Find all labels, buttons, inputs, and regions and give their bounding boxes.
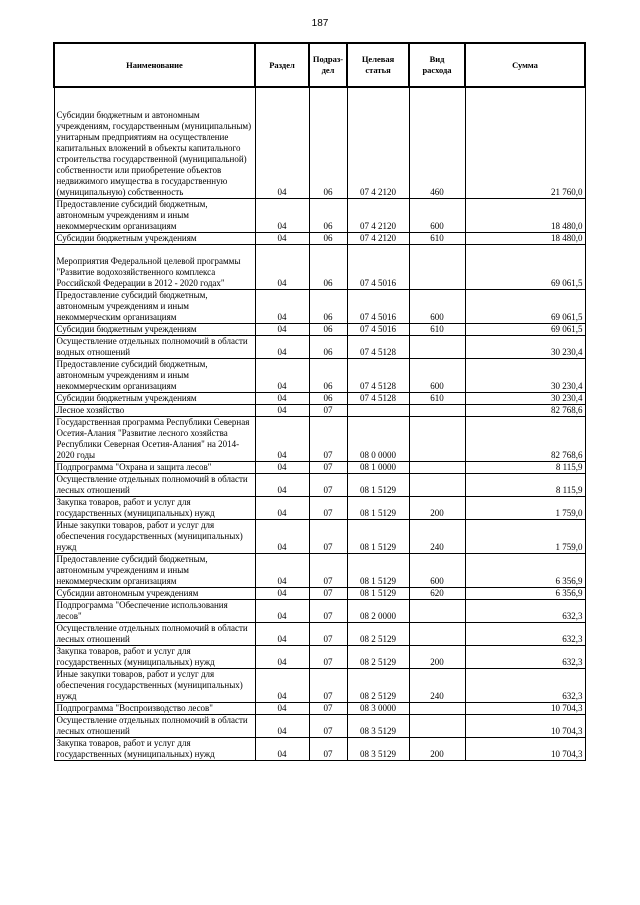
row-subsection: 06: [309, 393, 347, 405]
header-target: Целевая статья: [347, 43, 409, 87]
row-section: 04: [255, 554, 309, 588]
row-kind: 600: [409, 290, 465, 324]
row-target: 08 2 5129: [347, 646, 409, 669]
row-section: 04: [255, 324, 309, 336]
row-sum: 6 356,9: [465, 554, 585, 588]
row-section: 04: [255, 474, 309, 497]
row-section: 04: [255, 646, 309, 669]
row-kind: [409, 474, 465, 497]
row-sum: 69 061,5: [465, 245, 585, 290]
row-subsection: 07: [309, 715, 347, 738]
row-name: Субсидии бюджетным учреждениям: [54, 233, 255, 245]
row-sum: 82 768,6: [465, 405, 585, 417]
row-subsection: 07: [309, 588, 347, 600]
row-name: Предоставление субсидий бюджетным, автономным учреждениям и иным некоммерческим организациям: [54, 290, 255, 324]
row-target: 08 3 5129: [347, 738, 409, 761]
row-kind: [409, 703, 465, 715]
row-subsection: 06: [309, 233, 347, 245]
row-subsection: 06: [309, 290, 347, 324]
row-name: Осуществление отдельных полномочий в области лесных отношений: [54, 715, 255, 738]
row-section: 04: [255, 405, 309, 417]
table-row: [54, 703, 585, 715]
row-sum: 632,3: [465, 669, 585, 703]
page-number: 187: [311, 18, 329, 29]
row-subsection: 06: [309, 87, 347, 199]
table-row: [54, 646, 585, 669]
header-name: Наименование: [54, 43, 255, 87]
table-row: [54, 588, 585, 600]
row-kind: 600: [409, 199, 465, 233]
row-section: 04: [255, 738, 309, 761]
row-name: Субсидии бюджетным учреждениям: [54, 324, 255, 336]
row-sum: 18 480,0: [465, 199, 585, 233]
row-name: Иные закупки товаров, работ и услуг для обеспечения государственных (муниципальных) нужд: [54, 669, 255, 703]
row-target: 07 4 2120: [347, 87, 409, 199]
row-subsection: 07: [309, 417, 347, 462]
row-section: 04: [255, 715, 309, 738]
row-target: 08 1 0000: [347, 462, 409, 474]
row-name: Предоставление субсидий бюджетным, автономным учреждениям и иным некоммерческим организациям: [54, 199, 255, 233]
row-name: Мероприятия Федеральной целевой программы "Развитие водохозяйственного комплекса Российской Федерации в 2012 - 2020 годах": [54, 245, 255, 290]
row-section: 04: [255, 417, 309, 462]
row-kind: 600: [409, 359, 465, 393]
row-kind: 200: [409, 646, 465, 669]
row-sum: 30 230,4: [465, 393, 585, 405]
row-name: Осуществление отдельных полномочий в области водных отношений: [54, 336, 255, 359]
row-kind: [409, 715, 465, 738]
row-name: Предоставление субсидий бюджетным, автономным учреждениям и иным некоммерческим организациям: [54, 554, 255, 588]
row-sum: 30 230,4: [465, 336, 585, 359]
row-target: 07 4 5128: [347, 359, 409, 393]
row-target: 07 4 2120: [347, 199, 409, 233]
row-target: 07 4 5128: [347, 336, 409, 359]
row-name: Осуществление отдельных полномочий в области лесных отношений: [54, 623, 255, 646]
row-sum: 632,3: [465, 600, 585, 623]
table-row: [54, 233, 585, 245]
row-sum: 1 759,0: [465, 520, 585, 554]
table-row: [54, 359, 585, 393]
table-row: [54, 474, 585, 497]
row-sum: 18 480,0: [465, 233, 585, 245]
row-section: 04: [255, 588, 309, 600]
row-section: 04: [255, 87, 309, 199]
row-kind: [409, 600, 465, 623]
row-kind: 200: [409, 738, 465, 761]
table-row: [54, 497, 585, 520]
row-target: 07 4 5016: [347, 324, 409, 336]
header-kind: Вид расхода: [409, 43, 465, 87]
row-name: Предоставление субсидий бюджетным, автономным учреждениям и иным некоммерческим организациям: [54, 359, 255, 393]
row-subsection: 07: [309, 474, 347, 497]
row-target: 08 0 0000: [347, 417, 409, 462]
row-sum: 21 760,0: [465, 87, 585, 199]
table-row: [54, 669, 585, 703]
header-subsection: Подраз- дел: [309, 43, 347, 87]
row-kind: [409, 462, 465, 474]
row-sum: 69 061,5: [465, 290, 585, 324]
row-subsection: 07: [309, 646, 347, 669]
row-target: 08 3 0000: [347, 703, 409, 715]
row-target: 08 1 5129: [347, 520, 409, 554]
row-subsection: 06: [309, 336, 347, 359]
row-section: 04: [255, 393, 309, 405]
row-kind: [409, 245, 465, 290]
row-kind: [409, 405, 465, 417]
row-subsection: 07: [309, 462, 347, 474]
row-sum: 8 115,9: [465, 462, 585, 474]
row-target: 08 1 5129: [347, 474, 409, 497]
row-subsection: 07: [309, 405, 347, 417]
header-section: Раздел: [255, 43, 309, 87]
row-subsection: 06: [309, 199, 347, 233]
row-subsection: 07: [309, 623, 347, 646]
row-kind: 240: [409, 520, 465, 554]
row-kind: 610: [409, 324, 465, 336]
row-section: 04: [255, 245, 309, 290]
table-row: [54, 199, 585, 233]
row-target: 08 2 0000: [347, 600, 409, 623]
row-name: Подпрограмма "Охрана и защита лесов": [54, 462, 255, 474]
row-target: 08 1 5129: [347, 497, 409, 520]
row-subsection: 07: [309, 520, 347, 554]
row-target: 07 4 5016: [347, 245, 409, 290]
row-subsection: 06: [309, 324, 347, 336]
row-name: Осуществление отдельных полномочий в области лесных отношений: [54, 474, 255, 497]
row-section: 04: [255, 336, 309, 359]
table-row: [54, 87, 585, 199]
row-subsection: 07: [309, 600, 347, 623]
row-subsection: 07: [309, 703, 347, 715]
row-kind: [409, 336, 465, 359]
row-subsection: 06: [309, 245, 347, 290]
row-section: 04: [255, 703, 309, 715]
table-row: [54, 520, 585, 554]
row-name: Государственная программа Республики Северная Осетия-Алания "Развитие лесного хозяйства Республики Северная Осетия-Алания" на 2014-2020 годы: [54, 417, 255, 462]
table-row: [54, 462, 585, 474]
row-section: 04: [255, 290, 309, 324]
row-kind: 240: [409, 669, 465, 703]
row-section: 04: [255, 623, 309, 646]
row-section: 04: [255, 233, 309, 245]
row-name: Лесное хозяйство: [54, 405, 255, 417]
row-kind: 610: [409, 233, 465, 245]
row-name: Подпрограмма "Обеспечение использования лесов": [54, 600, 255, 623]
budget-table: [53, 42, 586, 761]
row-target: 08 2 5129: [347, 669, 409, 703]
row-name: Подпрограмма "Воспроизводство лесов": [54, 703, 255, 715]
row-name: Субсидии бюджетным учреждениям: [54, 393, 255, 405]
row-name: Закупка товаров, работ и услуг для государственных (муниципальных) нужд: [54, 497, 255, 520]
row-name: Субсидии автономным учреждениям: [54, 588, 255, 600]
row-section: 04: [255, 497, 309, 520]
row-target: 07 4 5016: [347, 290, 409, 324]
row-kind: [409, 417, 465, 462]
row-name: Иные закупки товаров, работ и услуг для обеспечения государственных (муниципальных) нужд: [54, 520, 255, 554]
table-row: [54, 336, 585, 359]
row-sum: 82 768,6: [465, 417, 585, 462]
row-subsection: 07: [309, 554, 347, 588]
table-row: [54, 405, 585, 417]
row-section: 04: [255, 600, 309, 623]
row-kind: 600: [409, 554, 465, 588]
row-target: [347, 405, 409, 417]
row-subsection: 07: [309, 669, 347, 703]
row-target: 08 1 5129: [347, 554, 409, 588]
header-sum: Сумма: [465, 43, 585, 87]
row-section: 04: [255, 199, 309, 233]
row-kind: 200: [409, 497, 465, 520]
header-row: [54, 43, 585, 87]
row-sum: 10 704,3: [465, 703, 585, 715]
row-section: 04: [255, 669, 309, 703]
row-kind: [409, 623, 465, 646]
table-row: [54, 623, 585, 646]
row-target: 08 3 5129: [347, 715, 409, 738]
row-sum: 10 704,3: [465, 738, 585, 761]
row-sum: 632,3: [465, 623, 585, 646]
row-name: Субсидии бюджетным и автономным учреждениям, государственным (муниципальным) унитарным предприятиям на осуществление капитальных вложений в объекты капитального строительства государственной (муниципальной) собственности или приобретение объектов недвижимого имущества в государственную (муниципальную) собственность: [54, 87, 255, 199]
row-subsection: 06: [309, 359, 347, 393]
row-subsection: 07: [309, 497, 347, 520]
row-target: 07 4 5128: [347, 393, 409, 405]
table-row: [54, 245, 585, 290]
table-row: [54, 554, 585, 588]
table-row: [54, 393, 585, 405]
row-section: 04: [255, 359, 309, 393]
row-subsection: 07: [309, 738, 347, 761]
row-target: 07 4 2120: [347, 233, 409, 245]
row-sum: 69 061,5: [465, 324, 585, 336]
row-sum: 10 704,3: [465, 715, 585, 738]
row-sum: 632,3: [465, 646, 585, 669]
table-row: [54, 600, 585, 623]
row-kind: 620: [409, 588, 465, 600]
table-row: [54, 715, 585, 738]
row-section: 04: [255, 462, 309, 474]
row-kind: 460: [409, 87, 465, 199]
row-target: 08 2 5129: [347, 623, 409, 646]
table-row: [54, 738, 585, 761]
row-sum: 8 115,9: [465, 474, 585, 497]
row-sum: 30 230,4: [465, 359, 585, 393]
row-target: 08 1 5129: [347, 588, 409, 600]
row-sum: 6 356,9: [465, 588, 585, 600]
row-name: Закупка товаров, работ и услуг для государственных (муниципальных) нужд: [54, 738, 255, 761]
table-row: [54, 290, 585, 324]
table-row: [54, 324, 585, 336]
row-sum: 1 759,0: [465, 497, 585, 520]
row-section: 04: [255, 520, 309, 554]
row-name: Закупка товаров, работ и услуг для государственных (муниципальных) нужд: [54, 646, 255, 669]
row-kind: 610: [409, 393, 465, 405]
table-row: [54, 417, 585, 462]
